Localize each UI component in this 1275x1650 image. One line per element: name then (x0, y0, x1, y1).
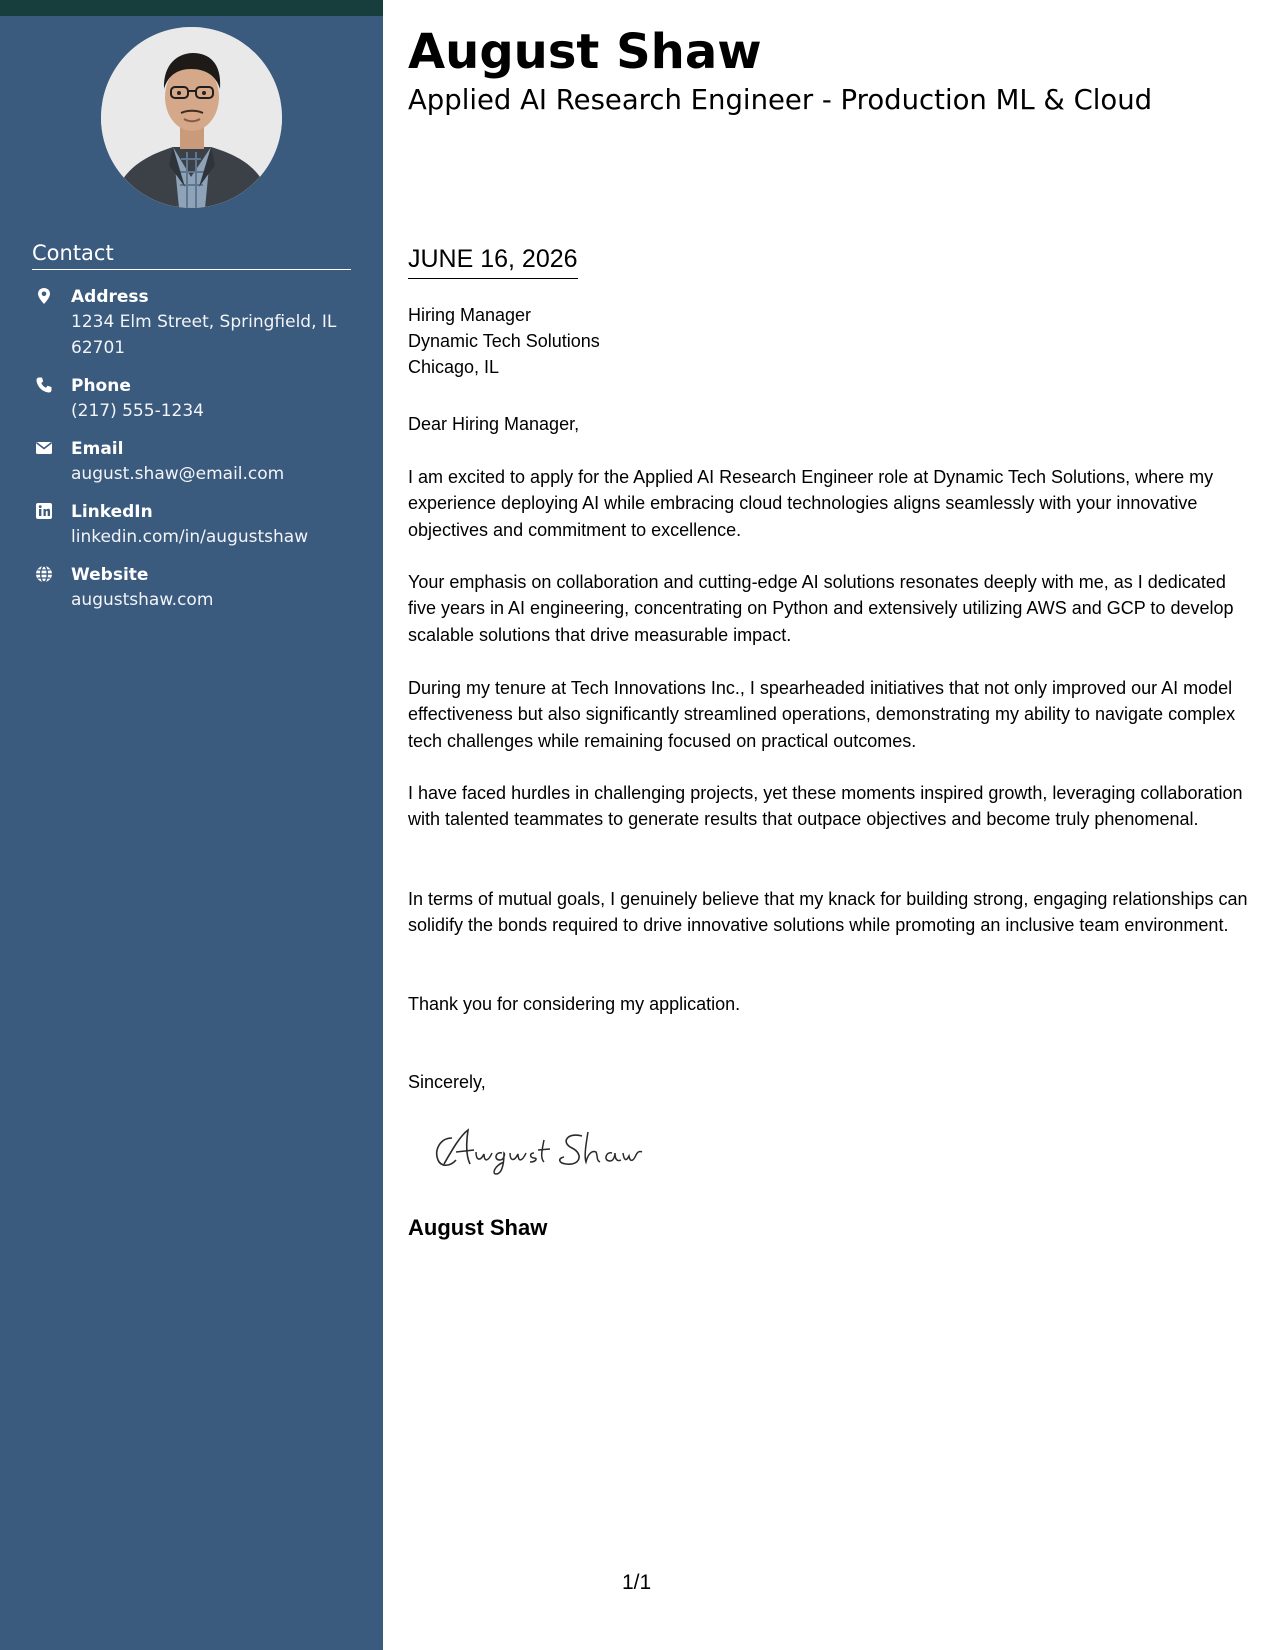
letter-paragraph: In terms of mutual goals, I genuinely believe that my knack for building strong, engaging relationships can solidify the bonds required to drive innovative solutions while promoting an inclusive team environment. (408, 889, 1248, 936)
letter-paragraph: During my tenure at Tech Innovations Inc., I spearheaded initiatives that not only improved our AI model effectiveness but also significantly streamlined operations, demonstrating my ability to navigate complex tech challenges while remaining focused on practical outcomes. (408, 678, 1236, 751)
contact-value-address: 1234 Elm Street, Springfield, IL 62701 (71, 312, 337, 358)
phone-icon (35, 376, 53, 394)
contact-label-email: Email (71, 439, 124, 459)
profile-photo (101, 27, 282, 208)
contact-value-website[interactable]: augustshaw.com (71, 590, 214, 610)
recipient-block (408, 302, 600, 380)
map-pin-icon (35, 287, 53, 305)
handwritten-signature (430, 1120, 660, 1180)
letter-date: JUNE 16, 2026 (408, 244, 578, 279)
contact-label-linkedin: LinkedIn (71, 502, 153, 522)
sidebar-top-bar (0, 0, 383, 16)
signer-name: August Shaw (408, 1215, 548, 1240)
contact-label-phone: Phone (71, 376, 131, 396)
linkedin-icon (35, 502, 53, 520)
letter-paragraph: Your emphasis on collaboration and cutting-edge AI solutions resonates deeply with me, as I dedicated five years in AI engineering, concentrating on Python and extensively utilizing AWS and GCP to develop scalable solutions that drive measurable impact. (408, 572, 1234, 645)
recipient-line: Chicago, IL (408, 357, 500, 377)
globe-icon (35, 565, 53, 583)
applicant-headline: Applied AI Research Engineer - Production ML & Cloud (408, 84, 1153, 116)
letter-paragraph: I have faced hurdles in challenging projects, yet these moments inspired growth, leveraging collaboration with talented teammates to generate results that outpace objectives and become truly phenomenal. (408, 783, 1243, 830)
recipient-line: Dynamic Tech Solutions (408, 331, 600, 351)
envelope-icon (35, 439, 53, 457)
contact-value-linkedin[interactable]: linkedin.com/in/augustshaw (71, 527, 309, 547)
page-number: 1/1 (622, 1571, 652, 1594)
contact-value-phone: (217) 555-1234 (71, 401, 204, 421)
recipient-line: Hiring Manager (408, 305, 532, 325)
contact-label-website: Website (71, 565, 149, 585)
sidebar (0, 0, 383, 1650)
contact-label-address: Address (71, 287, 149, 307)
letter-paragraph: Thank you for considering my application. (408, 994, 741, 1014)
contact-heading: Contact (32, 240, 351, 270)
letter-paragraph: I am excited to apply for the Applied AI Research Engineer role at Dynamic Tech Solutions, where my experience deploying AI while embracing cloud technologies aligns seamlessly with your innovative objectives and commitment to excellence. (408, 467, 1214, 540)
contact-value-email[interactable]: august.shaw@email.com (71, 464, 285, 484)
applicant-name: August Shaw (408, 24, 762, 80)
closing: Sincerely, (408, 1072, 486, 1092)
salutation: Dear Hiring Manager, (408, 414, 580, 434)
